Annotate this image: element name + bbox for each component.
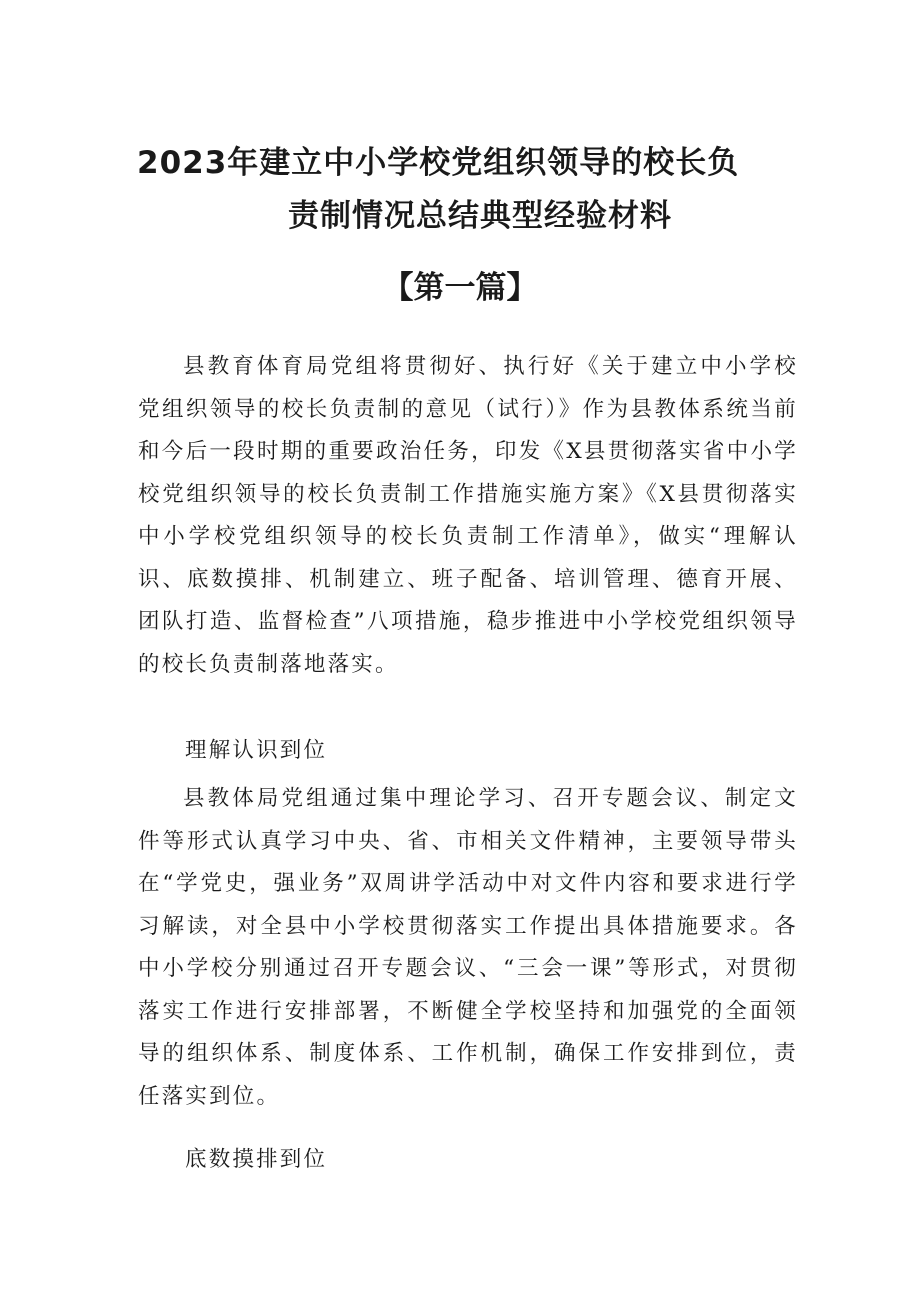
subheading-survey: 底数摸排到位 <box>185 1147 328 1172</box>
body-paragraph-understanding: 县教体局党组通过集中理论学习、召开专题会议、制定文件等形式认真学习中央、省、市相关文件精神，主要领导带头在“学党史，强业务”双周讲学活动中对文件内容和要求进行学习解读，对全县中小学校贯彻落实工作提出具体措施要求。各中小学校分别通过召开专题会议、“三会一课”等形式，对贯彻落实工作进行安排部署，不断健全学校坚持和加强党的全面领导的组织体系、制度体系、工作机制，确保工作安排到位，责任落实到位。 <box>138 786 798 1109</box>
document-title-line-1: 2023年建立中小学校党组织领导的校长负 <box>137 145 740 181</box>
subheading-understanding: 理解认识到位 <box>185 738 328 763</box>
section-heading: 【第一篇】 <box>382 270 538 306</box>
body-paragraph-intro: 县教育体育局党组将贯彻好、执行好《关于建立中小学校党组织领导的校长负责制的意见（试行）》作为县教体系统当前和今后一段时期的重要政治任务，印发《X县贯彻落实省中小学校党组织领导的校长负责制工作措施实施方案》《X县贯彻落实中小学校党组织领导的校长负责制工作清单》，做实“理解认识、底数摸排、机制建立、班子配备、培训管理、德育开展、团队打造、监督检查”八项措施，稳步推进中小学校党组织领导的校长负责制落地落实。 <box>138 354 798 677</box>
document-title-line-2: 责制情况总结典型经验材料 <box>288 198 672 234</box>
